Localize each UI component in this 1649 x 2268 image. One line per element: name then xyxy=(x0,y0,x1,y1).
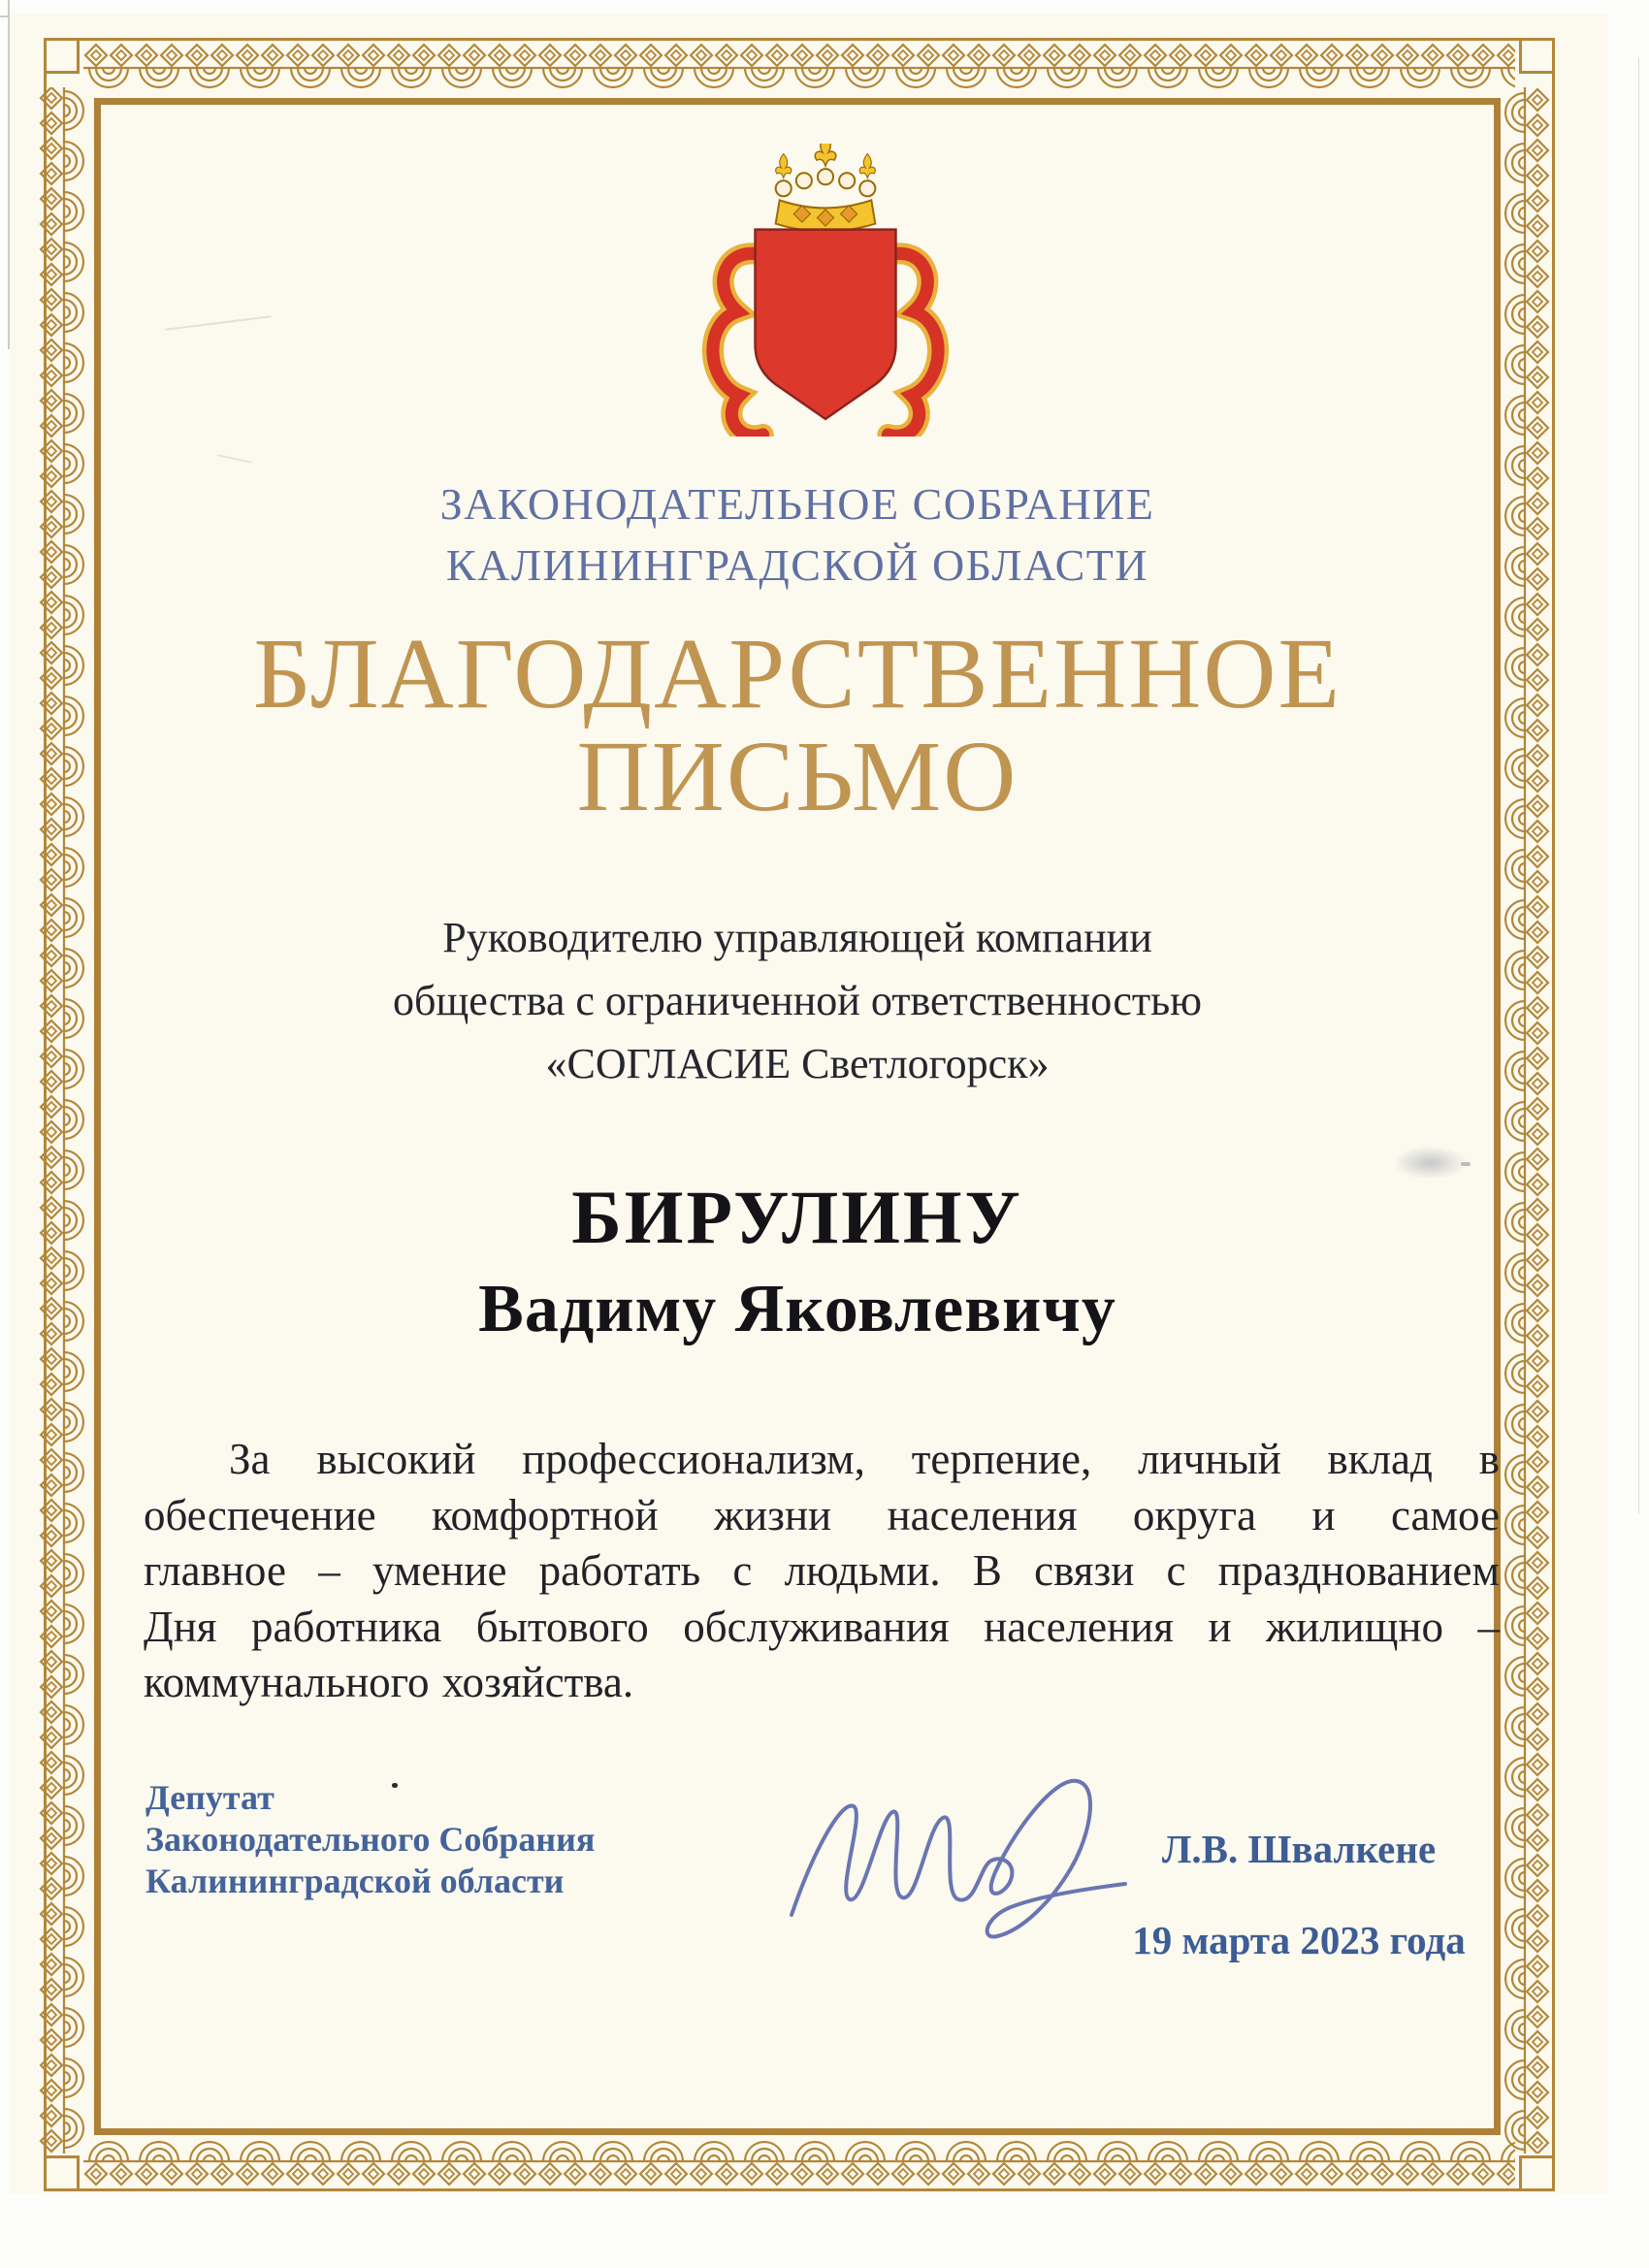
body-line-1: За высокий профессионализм, терпение, личный вклад в xyxy=(229,1435,1500,1483)
recipient-line-3: «СОГЛАСИЕ Светлогорск» xyxy=(545,1040,1050,1087)
svg-text:Ѕ: Ѕ xyxy=(813,264,838,312)
body-line-3: главное – умение работать с людьми. В связи с празднованием xyxy=(144,1546,1500,1595)
scan-smudge-dash xyxy=(1461,1162,1471,1166)
certificate-paper xyxy=(10,14,1608,2194)
body-line-4: Дня работника бытового обслуживания населения и жилищно – xyxy=(144,1602,1500,1651)
title-line-1: БЛАГОДАРСТВЕННОЕ xyxy=(252,618,1342,729)
signer-position xyxy=(146,1777,595,1902)
document-title xyxy=(10,618,1585,832)
signer-position-line-3: Калининградской области xyxy=(146,1862,565,1900)
recipient-line-2: общества с ограниченной ответственностью xyxy=(392,977,1203,1024)
recipient-line-1: Руководителю управляющей компании xyxy=(442,914,1152,961)
signer-position-line-1: Депутат xyxy=(146,1778,275,1817)
scan-edge-right xyxy=(1638,58,1639,1513)
date: 19 марта 2023 года xyxy=(1132,1918,1466,1962)
body-line-2: обеспечение комфортной жизни населения округа и самое xyxy=(144,1490,1500,1539)
body-line-5: коммунального хозяйства. xyxy=(144,1658,634,1706)
recipient-position xyxy=(10,906,1585,1095)
emblem-crown xyxy=(776,144,876,232)
title-line-2: ПИСЬМО xyxy=(576,721,1018,832)
body-paragraph xyxy=(144,1432,1500,1711)
organization-heading xyxy=(10,473,1585,596)
scan-speck xyxy=(392,1783,398,1788)
emblem-container xyxy=(679,144,972,437)
scan-smudge xyxy=(1397,1145,1471,1178)
recipient-surname: БИРУЛИНУ xyxy=(571,1175,1023,1259)
recipient-firstname-patronymic: Вадиму Яковлевичу xyxy=(478,1272,1116,1346)
organization-line-2: КАЛИНИНГРАДСКОЙ ОБЛАСТИ xyxy=(445,540,1149,590)
signer-name: Л.В. Швалкене xyxy=(1161,1827,1437,1871)
signer-position-line-2: Законодательного Собрания xyxy=(146,1820,596,1859)
organization-line-1: ЗАКОНОДАТЕЛЬНОЕ СОБРАНИЕ xyxy=(439,479,1155,529)
kaliningrad-coat-of-arms-icon xyxy=(679,144,972,437)
